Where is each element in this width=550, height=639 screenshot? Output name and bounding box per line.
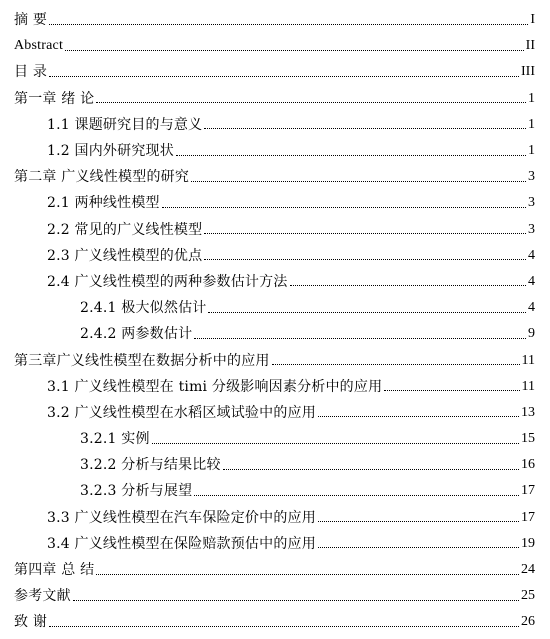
toc-dot-leader	[318, 416, 519, 417]
toc-entry-title: 2.1 两种线性模型	[47, 195, 160, 212]
toc-entry-title: 3.2.3 分析与展望	[80, 483, 193, 500]
toc-dot-leader	[49, 24, 528, 25]
toc-entry-title: 3.1 广义线性模型在 timi 分级影响因素分析中的应用	[47, 378, 383, 395]
toc-entry-section-1-1[interactable]	[0, 112, 550, 138]
toc-entry-title: 参考文献	[14, 588, 71, 605]
toc-entry-chapter-4[interactable]	[0, 557, 550, 583]
toc-entry-section-2-4-1[interactable]	[0, 295, 550, 321]
toc-dot-leader	[318, 521, 519, 522]
toc-entry-page: 9	[528, 326, 535, 342]
toc-dot-leader	[204, 128, 526, 129]
toc-entry-page: 24	[521, 562, 535, 578]
toc-dot-leader	[384, 390, 519, 391]
toc-entry-page: 13	[521, 404, 535, 420]
toc-entry-page: 3	[528, 221, 535, 237]
toc-entry-title: 目 录	[14, 64, 48, 81]
toc-entry-title: 致 谢	[14, 614, 48, 631]
toc-entry-section-2-2[interactable]	[0, 217, 550, 243]
toc-entry-title: Abstract	[14, 38, 64, 54]
toc-entry-references[interactable]	[0, 583, 550, 609]
toc-entry-page: 3	[528, 169, 535, 185]
toc-entry-page: III	[521, 64, 535, 80]
toc-entry-page: 11	[521, 352, 535, 368]
table-of-contents	[0, 7, 550, 636]
toc-entry-title: 3.4 广义线性模型在保险赔款预估中的应用	[47, 535, 316, 552]
toc-entry-page: 11	[521, 378, 535, 394]
toc-dot-leader	[204, 259, 526, 260]
toc-entry-page: 1	[528, 116, 535, 132]
toc-dot-leader	[223, 469, 519, 470]
toc-entry-title: 第二章 广义线性模型的研究	[14, 169, 190, 186]
toc-entry-title: 3.3 广义线性模型在汽车保险定价中的应用	[47, 509, 316, 526]
toc-entry-chapter-2[interactable]	[0, 164, 550, 190]
toc-entry-section-2-3[interactable]	[0, 243, 550, 269]
toc-entry-title: 3.2.1 实例	[80, 431, 150, 448]
toc-entry-title: 2.4.1 极大似然估计	[80, 300, 207, 317]
toc-entry-contents[interactable]	[0, 59, 550, 85]
toc-entry-page: I	[530, 12, 535, 28]
toc-entry-page: II	[525, 38, 535, 54]
toc-entry-title: 2.2 常见的广义线性模型	[47, 221, 203, 238]
toc-dot-leader	[73, 600, 519, 601]
toc-entry-title: 第一章 绪 论	[14, 90, 95, 107]
toc-entry-title: 2.3 广义线性模型的优点	[47, 247, 203, 264]
toc-entry-section-2-1[interactable]	[0, 190, 550, 216]
toc-entry-title: 摘 要	[14, 12, 48, 29]
toc-dot-leader	[49, 626, 519, 627]
toc-dot-leader	[194, 495, 519, 496]
toc-entry-title: 第三章广义线性模型在数据分析中的应用	[14, 352, 270, 369]
toc-entry-section-3-2-1[interactable]	[0, 426, 550, 452]
toc-dot-leader	[272, 364, 520, 365]
toc-entry-page: 15	[521, 431, 535, 447]
toc-dot-leader	[152, 443, 519, 444]
toc-entry-abstract-cn[interactable]	[0, 7, 550, 33]
toc-entry-section-3-2[interactable]	[0, 400, 550, 426]
toc-entry-title: 2.4 广义线性模型的两种参数估计方法	[47, 273, 288, 290]
toc-dot-leader	[204, 233, 526, 234]
toc-entry-page: 17	[521, 509, 535, 525]
toc-entry-title: 1.1 课题研究目的与意义	[47, 116, 203, 133]
toc-entry-section-2-4-2[interactable]	[0, 321, 550, 347]
toc-dot-leader	[194, 338, 526, 339]
toc-entry-title: 第四章 总 结	[14, 562, 95, 579]
toc-entry-section-3-1[interactable]	[0, 374, 550, 400]
toc-entry-page: 16	[521, 457, 535, 473]
toc-entry-section-1-2[interactable]	[0, 138, 550, 164]
toc-dot-leader	[96, 102, 526, 103]
toc-entry-page: 1	[528, 143, 535, 159]
toc-entry-title: 3.2 广义线性模型在水稻区域试验中的应用	[47, 404, 316, 421]
toc-entry-page: 4	[528, 300, 535, 316]
toc-dot-leader	[96, 574, 519, 575]
toc-entry-section-3-3[interactable]	[0, 505, 550, 531]
toc-entry-chapter-1[interactable]	[0, 86, 550, 112]
toc-entry-abstract-en[interactable]	[0, 33, 550, 59]
toc-entry-title: 3.2.2 分析与结果比较	[80, 457, 221, 474]
toc-dot-leader	[290, 285, 526, 286]
toc-entry-section-3-2-2[interactable]	[0, 452, 550, 478]
toc-entry-page: 19	[521, 535, 535, 551]
toc-entry-title: 1.2 国内外研究现状	[47, 143, 174, 160]
toc-entry-page: 25	[521, 588, 535, 604]
toc-entry-page: 4	[528, 247, 535, 263]
toc-entry-acknowledgements[interactable]	[0, 609, 550, 635]
toc-entry-page: 17	[521, 483, 535, 499]
toc-entry-page: 4	[528, 273, 535, 289]
toc-dot-leader	[65, 50, 524, 51]
toc-dot-leader	[49, 76, 519, 77]
toc-dot-leader	[176, 155, 526, 156]
toc-entry-page: 1	[528, 90, 535, 106]
toc-entry-chapter-3[interactable]	[0, 347, 550, 373]
toc-dot-leader	[162, 207, 526, 208]
toc-dot-leader	[318, 547, 519, 548]
toc-entry-section-2-4[interactable]	[0, 269, 550, 295]
toc-dot-leader	[208, 312, 526, 313]
toc-entry-page: 3	[528, 195, 535, 211]
toc-dot-leader	[191, 181, 526, 182]
toc-entry-section-3-4[interactable]	[0, 531, 550, 557]
toc-entry-page: 26	[521, 614, 535, 630]
toc-entry-title: 2.4.2 两参数估计	[80, 326, 193, 343]
toc-entry-section-3-2-3[interactable]	[0, 478, 550, 504]
